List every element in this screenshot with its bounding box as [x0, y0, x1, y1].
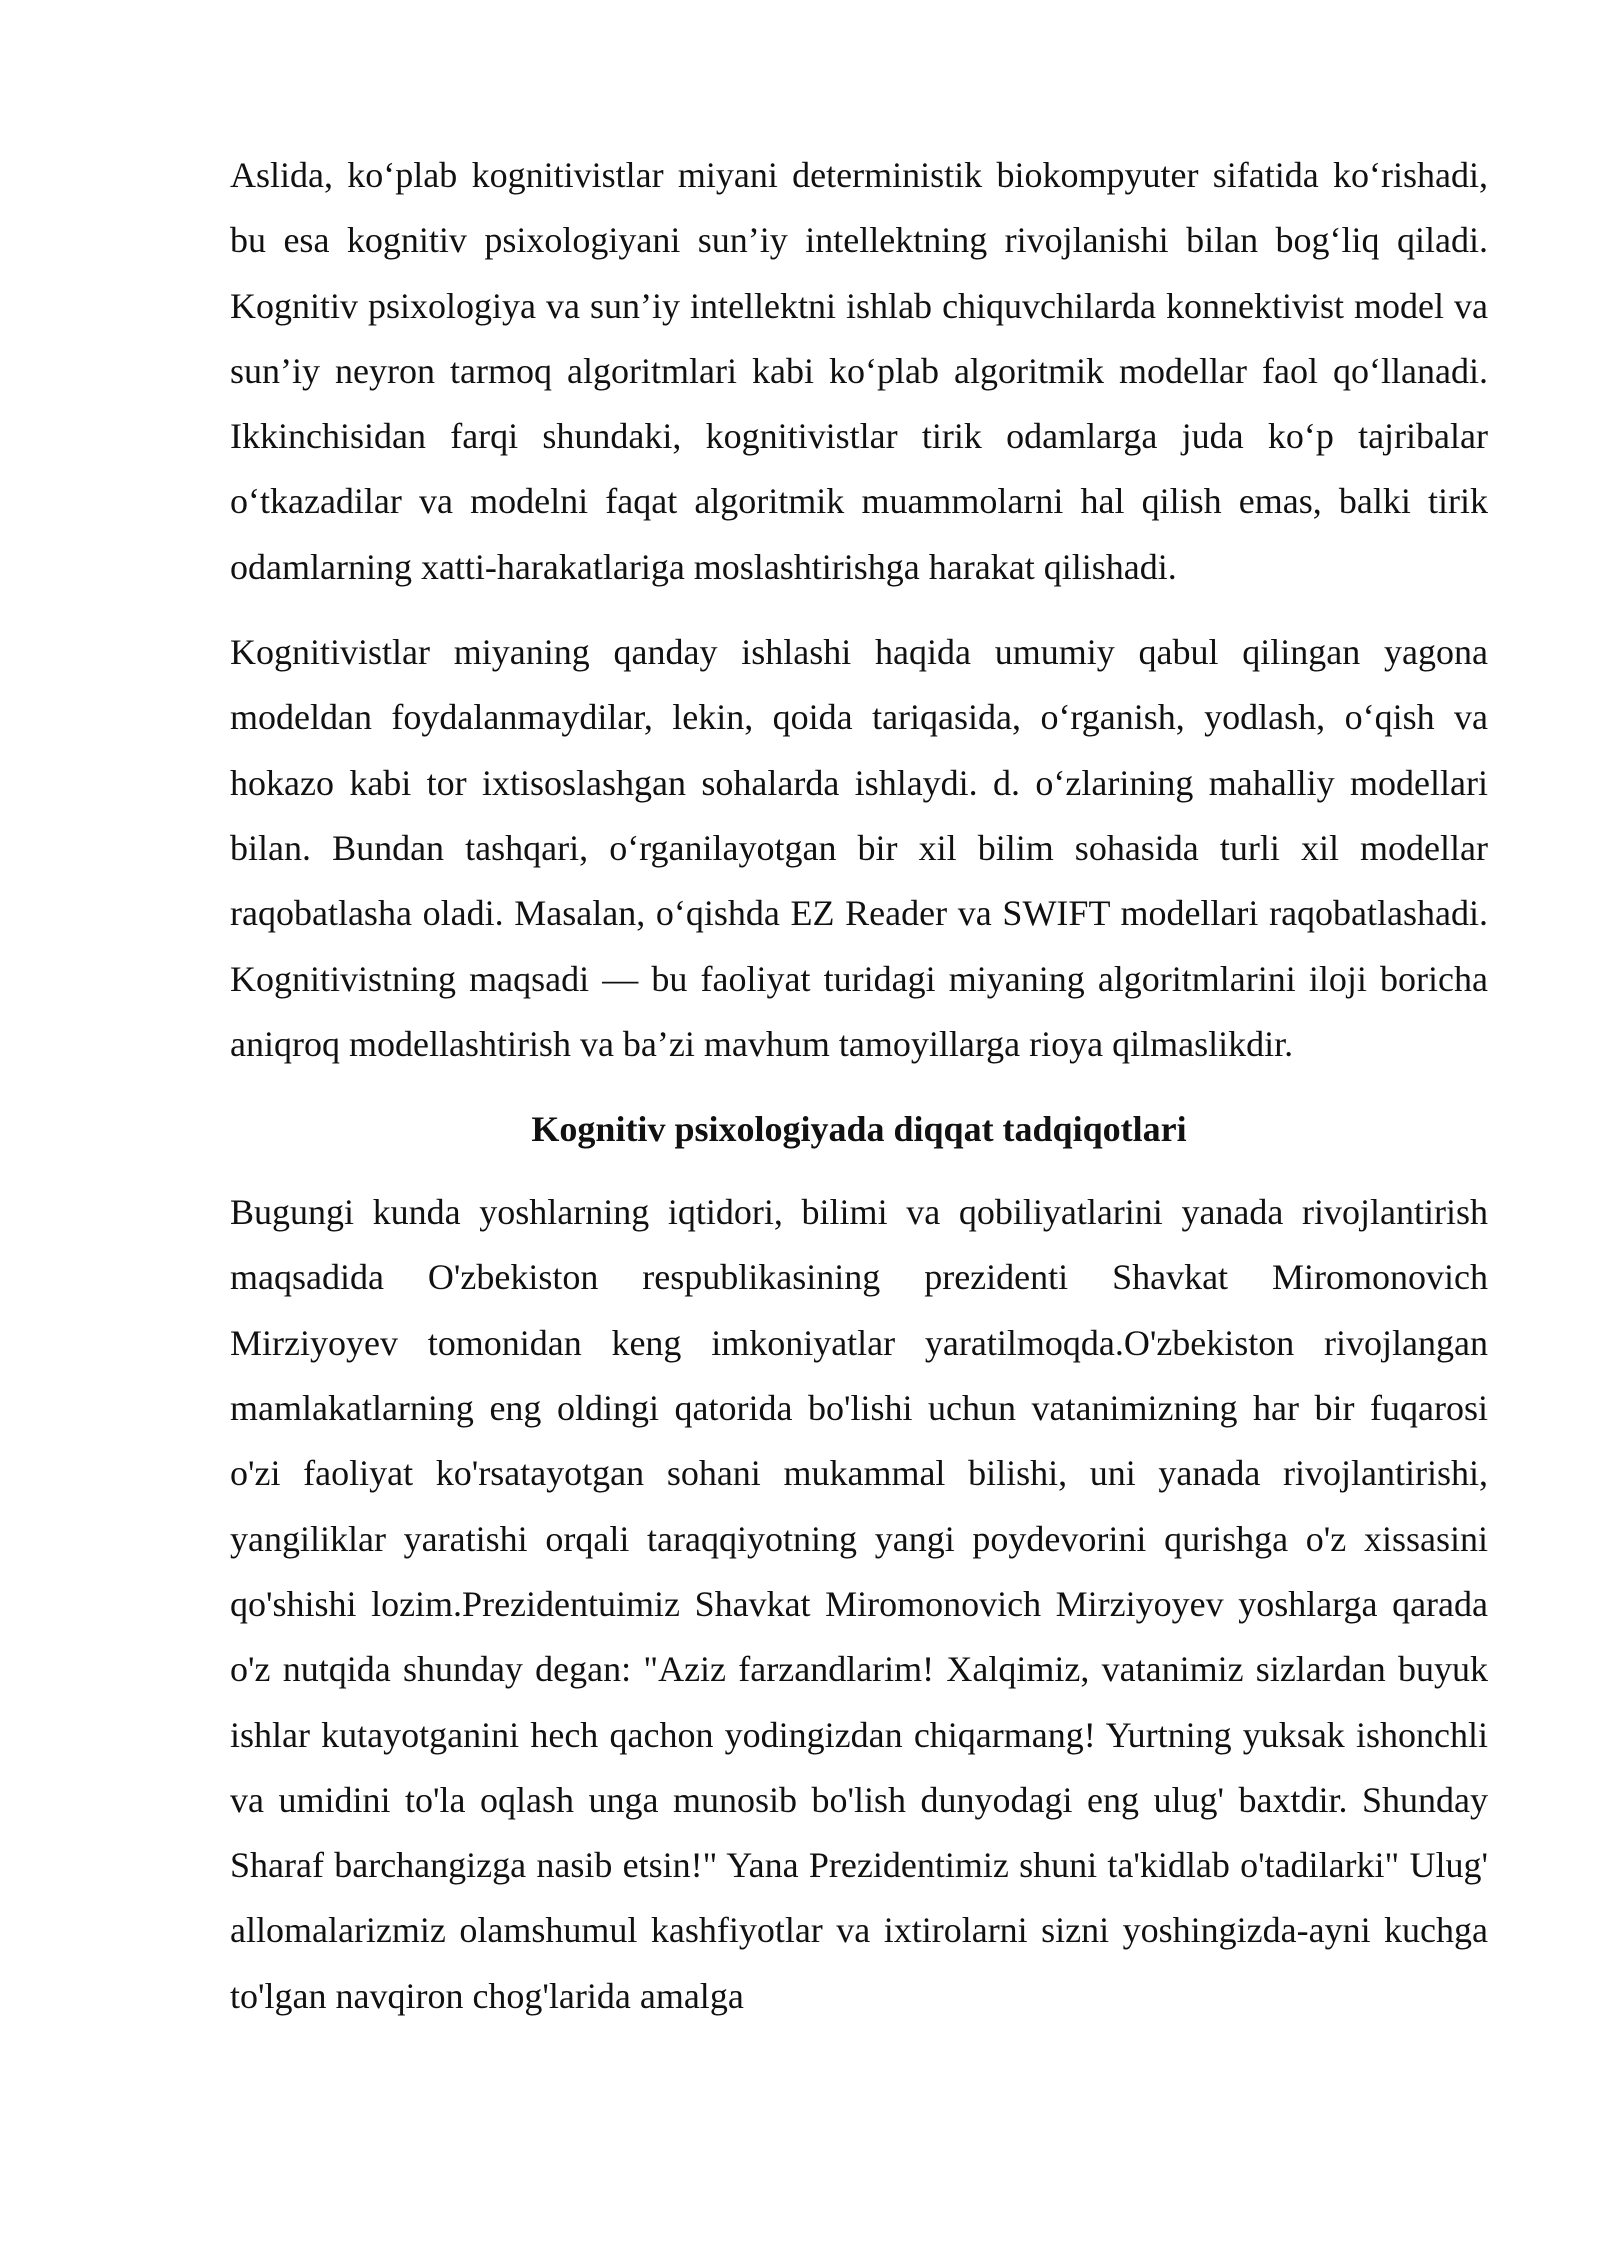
paragraph-kognitivistlar-modellar: Kognitivistlar miyaning qanday ishlashi haqida umumiy qabul qilingan yagona modeldan foydalanmaydilar, lekin, qoida tariqasida, o‘rganish, yodlash, o‘qish va hokazo kabi tor ixtisoslashgan sohalarda ishlaydi. d. o‘zlarining mahalliy modellari bilan. Bundan tashqari, o‘rganilayotgan bir xil bilim sohasida turli xil modellar raqobatlasha oladi. Masalan, o‘qishda EZ Reader va SWIFT modellari raqobatlashadi. Kognitivistning maqsadi — bu faoliyat turidagi miyaning algoritmlarini iloji boricha aniqroq modellashtirish va ba’zi mavhum tamoyillarga rioya qilmaslikdir. — [230, 632, 1488, 1064]
paragraph-yoshlar-imkoniyatlar: Bugungi kunda yoshlarning iqtidori, bilimi va qobiliyatlarini yanada rivojlantirish maqsadida O'zbekiston respublikasining prezidenti Shavkat Miromonovich Mirziyoyev tomonidan keng imkoniyatlar yaratilmoqda.O'zbekiston rivojlangan mamlakatlarning eng oldingi qatorida bo'lishi uchun vatanimizning har bir fuqarosi o'zi faoliyat ko'rsatayotgan sohani mukammal bilishi, uni yanada rivojlantirishi, yangiliklar yaratishi orqali taraqqiyotning yangi poydevorini qurishga o'z xissasini qo'shishi lozim.Prezidentuimiz Shavkat Miromonovich Mirziyoyev yoshlarga qarada o'z nutqida shunday degan: "Aziz farzandlarim! Xalqimiz, vatanimiz sizlardan buyuk ishlar kutayotganini hech qachon yodingizdan chiqarmang! Yurtning yuksak ishonchli va umidini to'la oqlash unga munosib bo'lish dunyodagi eng ulug' baxtdir. Shunday Sharaf barchangizga nasib etsin!" Yana Prezidentimiz shuni ta'kidlab o'tadilarki" Ulug' allomalarizmiz olamshumul kashfiyotlar va ixtirolarni sizni yoshingizda-ayni kuchga to'lgan navqiron chog'larida amalga — [230, 1192, 1488, 2016]
document-page — [230, 143, 1488, 2049]
paragraph-kognitivistlar-biokompyuter: Aslida, ko‘plab kognitivistlar miyani deterministik biokompyuter sifatida ko‘rishadi, bu esa kognitiv psixologiyani sun’iy intellektning rivojlanishi bilan bog‘liq qiladi. Kognitiv psixologiya va sun’iy intellektni ishlab chiquvchilarda konnektivist model va sun’iy neyron tarmoq algoritmlari kabi ko‘plab algoritmik modellar faol qo‘llanadi. Ikkinchisidan farqi shundaki, kognitivistlar tirik odamlarga juda ko‘p tajribalar o‘tkazadilar va modelni faqat algoritmik muammolarni hal qilish emas, balki tirik odamlarning xatti-harakatlariga moslashtirishga harakat qilishadi. — [230, 155, 1488, 587]
section-heading: Kognitiv psixologiyada diqqat tadqiqotlari — [531, 1109, 1187, 1150]
